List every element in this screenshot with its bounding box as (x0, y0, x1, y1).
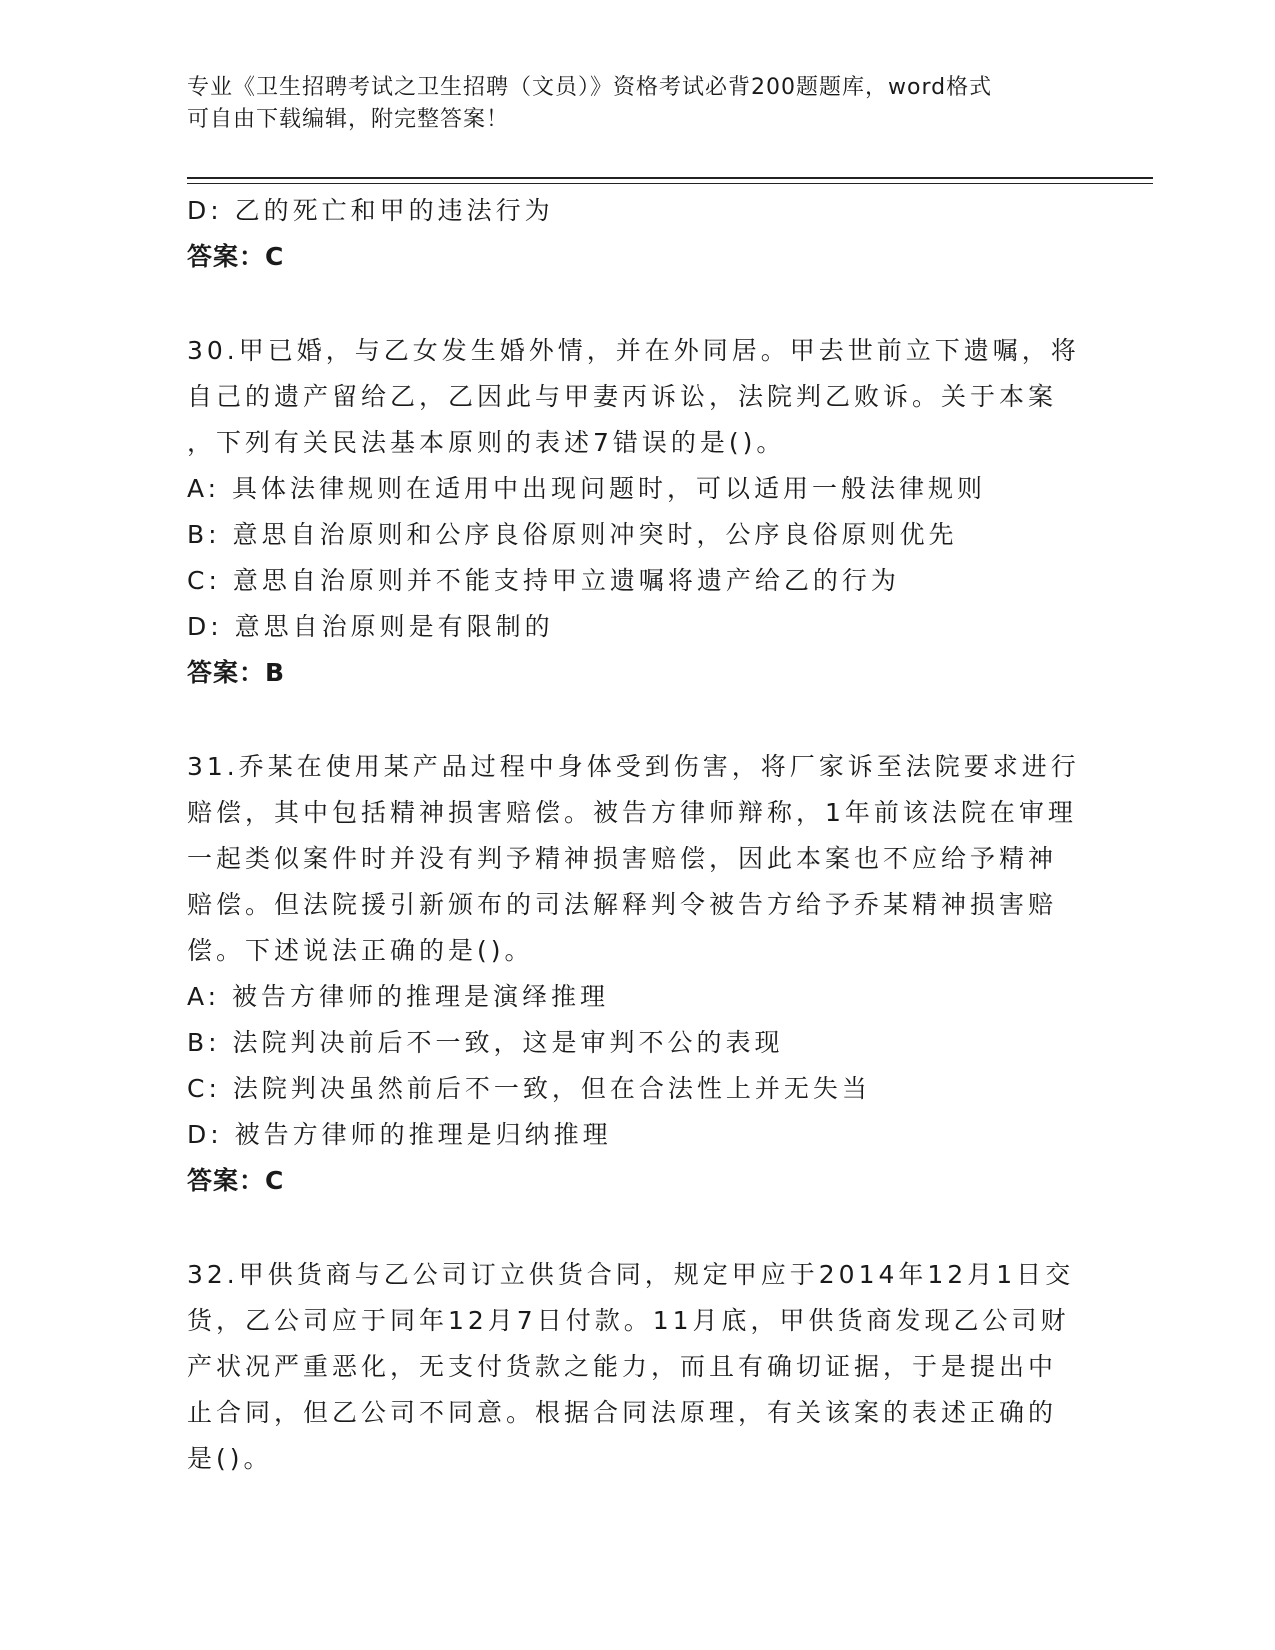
question-30-option-d: D: 意思自治原则是有限制的 (187, 612, 554, 641)
header-divider-thick (187, 177, 1153, 179)
document-body (187, 188, 1087, 1482)
prev-option-d: D: 乙的死亡和甲的违法行为 (187, 196, 554, 225)
question-30-stem-line-3: ，下列有关民法基本原则的表述7错误的是()。 (187, 428, 786, 457)
question-31 (187, 744, 1087, 1204)
spacer (187, 280, 1087, 328)
question-32-stem-line-3: 产状况严重恶化，无支付货款之能力，而且有确切证据，于是提出中 (187, 1352, 1058, 1381)
question-30-option-c: C: 意思自治原则并不能支持甲立遗嘱将遗产给乙的行为 (187, 566, 900, 595)
question-32-stem-line-4: 止合同，但乙公司不同意。根据合同法原理，有关该案的表述正确的 (187, 1398, 1058, 1427)
question-32 (187, 1252, 1087, 1482)
spacer (187, 1204, 1087, 1252)
question-30-stem-line-1: 30.甲已婚，与乙女发生婚外情，并在外同居。甲去世前立下遗嘱，将 (187, 336, 1080, 365)
question-31-stem-line-3: 一起类似案件时并没有判予精神损害赔偿，因此本案也不应给予精神 (187, 844, 1058, 873)
question-32-stem-line-1: 32.甲供货商与乙公司订立供货合同，规定甲应于2014年12月1日交 (187, 1260, 1075, 1289)
question-31-option-c: C: 法院判决虽然前后不一致，但在合法性上并无失当 (187, 1074, 871, 1103)
question-30-answer: 答案：B (187, 658, 286, 687)
header-title-line-2: 可自由下载编辑，附完整答案！ (187, 107, 510, 132)
question-31-option-a: A: 被告方律师的推理是演绎推理 (187, 982, 610, 1011)
question-31-option-b: B: 法院判决前后不一致，这是审判不公的表现 (187, 1028, 784, 1057)
question-32-stem-line-5: 是()。 (187, 1444, 273, 1473)
question-31-stem-line-1: 31.乔某在使用某产品过程中身体受到伤害，将厂家诉至法院要求进行 (187, 752, 1080, 781)
question-30 (187, 328, 1087, 696)
spacer (187, 696, 1087, 744)
header-title-line-1: 专业《卫生招聘考试之卫生招聘（文员）》资格考试必背200题题库，word格式 (187, 75, 993, 100)
document-header (187, 72, 1087, 136)
header-divider-thin (187, 183, 1153, 184)
question-30-option-b: B: 意思自治原则和公序良俗原则冲突时，公序良俗原则优先 (187, 520, 958, 549)
prev-answer: 答案：C (187, 242, 285, 271)
question-31-stem-line-4: 赔偿。但法院援引新颁布的司法解释判令被告方给予乔某精神损害赔 (187, 890, 1058, 919)
question-30-stem-line-2: 自己的遗产留给乙，乙因此与甲妻丙诉讼，法院判乙败诉。关于本案 (187, 382, 1058, 411)
question-31-stem-line-5: 偿。下述说法正确的是()。 (187, 936, 534, 965)
question-31-stem-line-2: 赔偿，其中包括精神损害赔偿。被告方律师辩称，1年前该法院在审理 (187, 798, 1077, 827)
question-31-answer: 答案：C (187, 1166, 285, 1195)
question-32-stem-line-2: 货，乙公司应于同年12月7日付款。11月底，甲供货商发现乙公司财 (187, 1306, 1070, 1335)
question-30-option-a: A: 具体法律规则在适用中出现问题时，可以适用一般法律规则 (187, 474, 987, 503)
question-31-option-d: D: 被告方律师的推理是归纳推理 (187, 1120, 612, 1149)
